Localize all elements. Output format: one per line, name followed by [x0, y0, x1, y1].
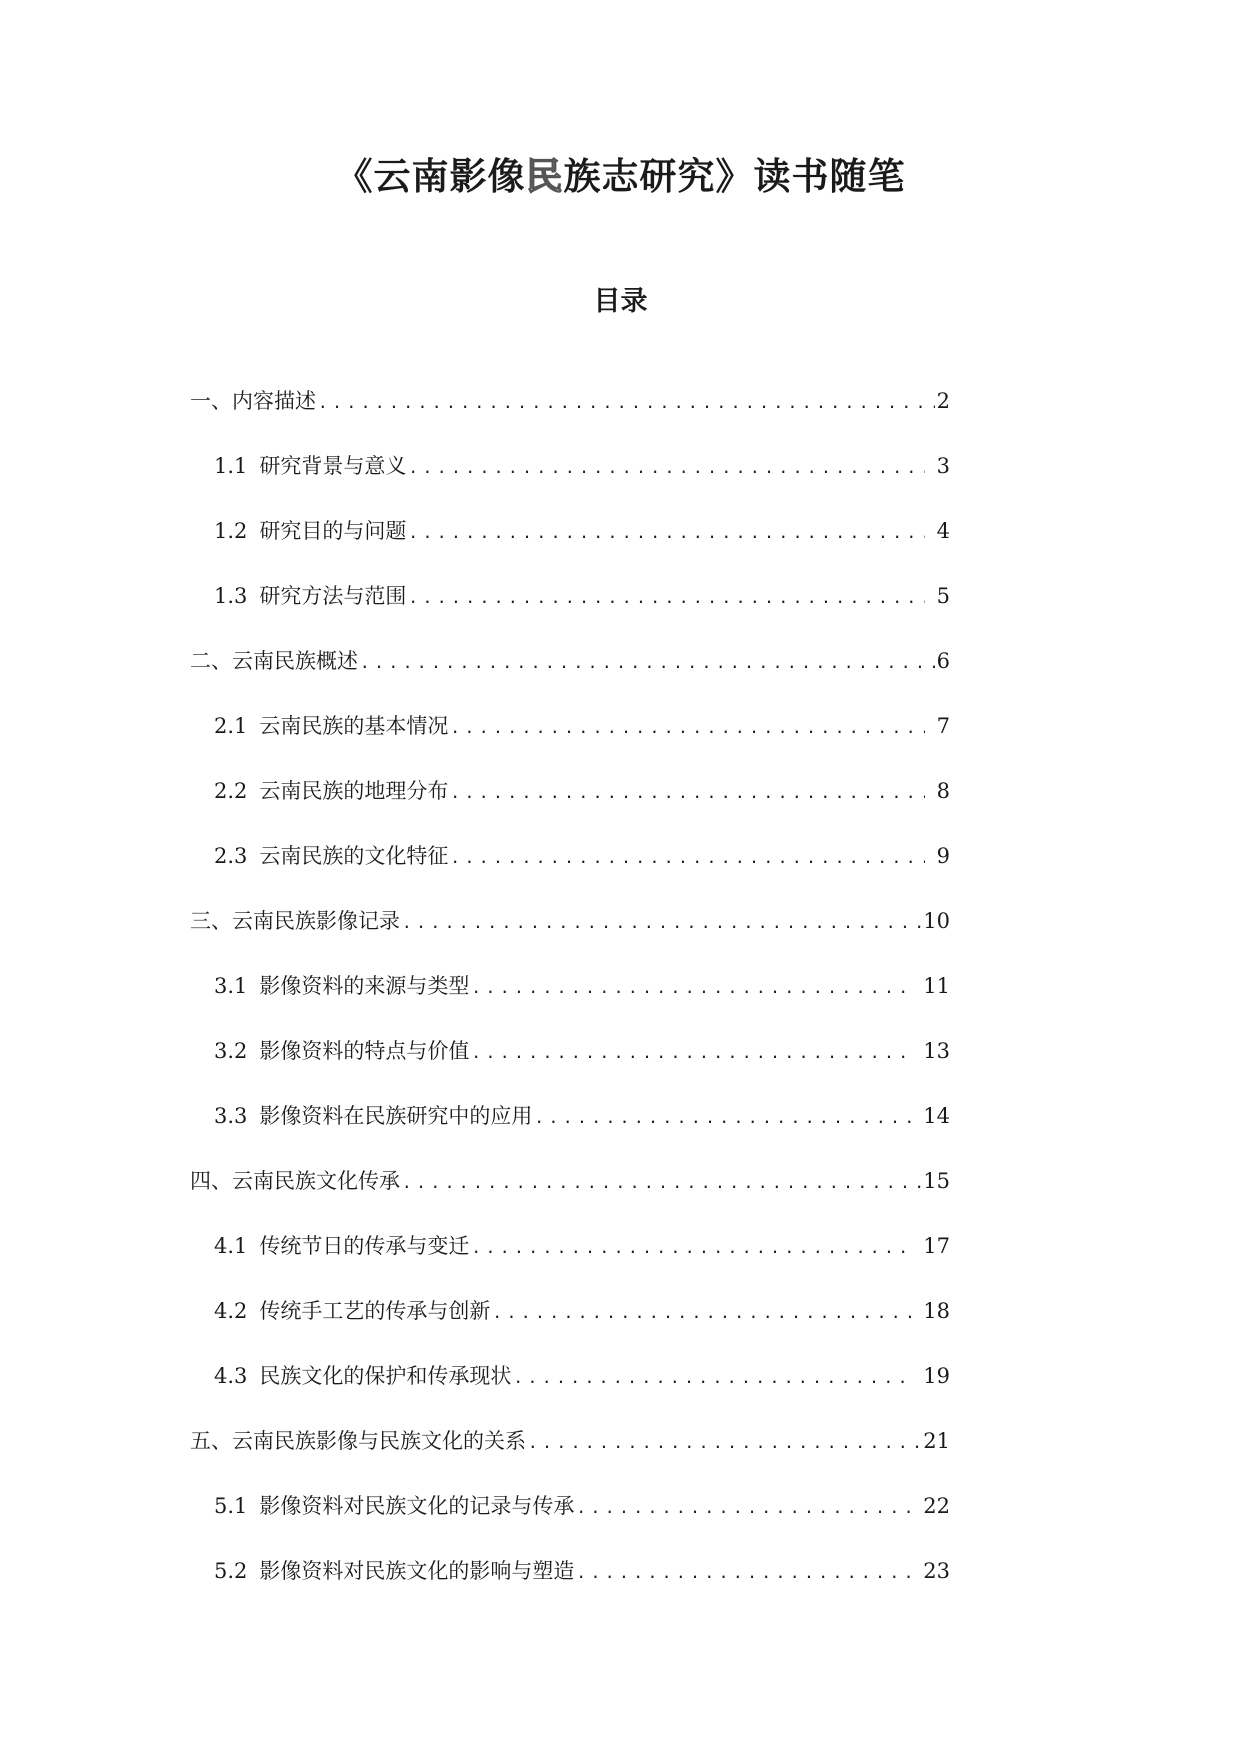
toc-page-number: 6	[936, 649, 950, 673]
toc-page-number: 4	[936, 519, 950, 543]
toc-entry-number: 1.2	[214, 519, 248, 543]
toc-page-number: 18	[923, 1299, 950, 1323]
toc-subsection-entry[interactable]	[190, 1556, 950, 1621]
toc-subsection-entry[interactable]	[190, 776, 950, 841]
toc-page-number: 3	[936, 454, 950, 478]
toc-section-entry[interactable]	[190, 906, 950, 971]
toc-dot-leader	[471, 1233, 911, 1263]
toc-entry-number: 3.2	[214, 1039, 248, 1063]
toc-entry-title: 影像资料对民族文化的影响与塑造	[259, 1559, 575, 1583]
toc-entry-number: 4.1	[214, 1234, 248, 1258]
toc-dot-leader	[360, 648, 935, 678]
toc-dot-leader	[408, 518, 924, 548]
toc-subsection-entry[interactable]	[190, 1296, 950, 1361]
document-title	[0, 148, 1241, 204]
toc-dot-leader	[534, 1103, 911, 1133]
toc-entry-title: 五、云南民族影像与民族文化的关系	[190, 1429, 526, 1453]
toc-page-number: 14	[923, 1104, 950, 1128]
toc-subsection-entry[interactable]	[190, 1101, 950, 1166]
toc-entry-number: 1.3	[214, 584, 248, 608]
toc-entry-title: 研究背景与意义	[259, 454, 407, 478]
toc-entry-title: 二、云南民族概述	[190, 649, 358, 673]
toc-entry-title: 四、云南民族文化传承	[190, 1169, 400, 1193]
toc-dot-leader	[450, 778, 924, 808]
toc-section-entry[interactable]	[190, 386, 950, 451]
title-part-before: 《云南影像	[335, 154, 526, 198]
toc-section-entry[interactable]	[190, 1426, 950, 1491]
toc-page-number: 13	[923, 1039, 950, 1063]
toc-page-number: 9	[936, 844, 950, 868]
toc-dot-leader	[471, 973, 911, 1003]
toc-entry-title: 研究目的与问题	[259, 519, 407, 543]
toc-entry-title: 传统手工艺的传承与创新	[259, 1299, 491, 1323]
toc-page-number: 22	[923, 1494, 950, 1518]
toc-entry-number: 5.2	[214, 1559, 248, 1583]
toc-dot-leader	[402, 1168, 921, 1198]
toc-page-number: 17	[923, 1234, 950, 1258]
toc-entry-number: 2.2	[214, 779, 248, 803]
title-part-after: 族志研究》读书随笔	[563, 154, 906, 198]
toc-dot-leader	[576, 1493, 911, 1523]
toc-entry-title: 云南民族的文化特征	[259, 844, 449, 868]
title-outlined-character: 民	[525, 154, 564, 198]
toc-section-entry[interactable]	[190, 1166, 950, 1231]
toc-dot-leader	[450, 843, 924, 873]
toc-dot-leader	[492, 1298, 911, 1328]
toc-subsection-entry[interactable]	[190, 711, 950, 776]
toc-entry-number: 2.1	[214, 714, 248, 738]
toc-page-number: 8	[936, 779, 950, 803]
toc-page-number: 2	[936, 389, 950, 413]
toc-entry-number: 3.3	[214, 1104, 248, 1128]
toc-entry-number: 2.3	[214, 844, 248, 868]
toc-page-number: 23	[923, 1559, 950, 1583]
toc-subsection-entry[interactable]	[190, 1231, 950, 1296]
toc-dot-leader	[450, 713, 924, 743]
toc-entry-title: 影像资料的特点与价值	[259, 1039, 470, 1063]
toc-dot-leader	[408, 583, 924, 613]
toc-subsection-entry[interactable]	[190, 581, 950, 646]
toc-page-number: 15	[923, 1169, 950, 1193]
toc-page-number: 10	[923, 909, 950, 933]
toc-subsection-entry[interactable]	[190, 451, 950, 516]
toc-page-number: 19	[923, 1364, 950, 1388]
toc-dot-leader	[402, 908, 921, 938]
toc-entry-number: 1.1	[214, 454, 248, 478]
toc-entry-title: 影像资料在民族研究中的应用	[259, 1104, 533, 1128]
table-of-contents	[190, 386, 950, 1621]
toc-dot-leader	[471, 1038, 911, 1068]
toc-entry-title: 民族文化的保护和传承现状	[259, 1364, 512, 1388]
toc-page-number: 11	[923, 974, 950, 998]
toc-subsection-entry[interactable]	[190, 971, 950, 1036]
toc-entry-title: 一、内容描述	[190, 389, 316, 413]
toc-page-number: 5	[936, 584, 950, 608]
toc-subsection-entry[interactable]	[190, 841, 950, 906]
toc-subsection-entry[interactable]	[190, 1491, 950, 1556]
toc-dot-leader	[408, 453, 924, 483]
toc-entry-number: 4.3	[214, 1364, 248, 1388]
toc-entry-number: 3.1	[214, 974, 248, 998]
toc-entry-title: 云南民族的地理分布	[259, 779, 449, 803]
toc-dot-leader	[318, 388, 935, 418]
toc-dot-leader	[513, 1363, 911, 1393]
toc-dot-leader	[528, 1428, 921, 1458]
toc-subsection-entry[interactable]	[190, 516, 950, 581]
toc-entry-title: 影像资料的来源与类型	[259, 974, 470, 998]
toc-dot-leader	[576, 1558, 911, 1588]
toc-entry-title: 影像资料对民族文化的记录与传承	[259, 1494, 575, 1518]
toc-entry-number: 4.2	[214, 1299, 248, 1323]
toc-entry-number: 5.1	[214, 1494, 248, 1518]
toc-page-number: 7	[936, 714, 950, 738]
toc-subsection-entry[interactable]	[190, 1036, 950, 1101]
toc-page-number: 21	[923, 1429, 950, 1453]
toc-entry-title: 三、云南民族影像记录	[190, 909, 400, 933]
toc-subsection-entry[interactable]	[190, 1361, 950, 1426]
toc-section-entry[interactable]	[190, 646, 950, 711]
toc-entry-title: 云南民族的基本情况	[259, 714, 449, 738]
toc-heading: 目录	[593, 286, 648, 317]
toc-entry-title: 研究方法与范围	[259, 584, 407, 608]
toc-entry-title: 传统节日的传承与变迁	[259, 1234, 470, 1258]
